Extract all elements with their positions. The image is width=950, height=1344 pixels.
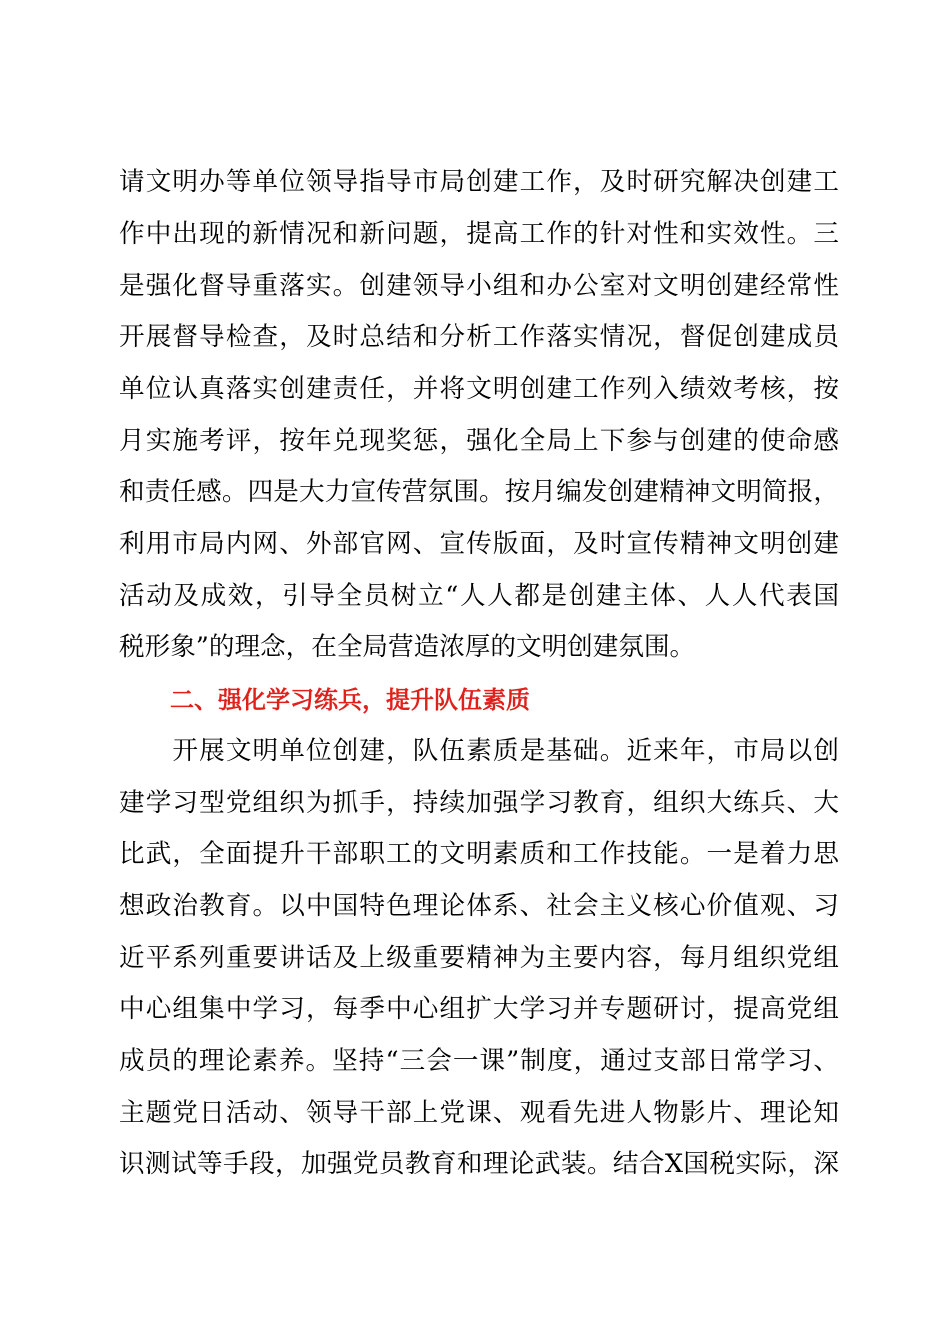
paragraph-line: 主题党日活动、领导干部上党课、观看先进人物影片、理论知 [119,1098,839,1128]
paragraph-line: 请文明办等单位领导指导市局创建工作，及时研究解决创建工 [119,167,839,197]
paragraph-line: 近平系列重要讲话及上级重要精神为主要内容，每月组织党组 [119,943,839,973]
paragraph-line: 利用市局内网、外部官网、宣传版面，及时宣传精神文明创建 [119,529,839,559]
paragraph-line: 单位认真落实创建责任，并将文明创建工作列入绩效考核，按 [119,374,839,404]
paragraph-line: 建学习型党组织为抓手，持续加强学习教育，组织大练兵、大 [119,788,839,818]
paragraph-line: 是强化督导重落实。创建领导小组和办公室对文明创建经常性 [119,271,839,301]
paragraph-line: 和责任感。四是大力宣传营氛围。按月编发创建精神文明简报， [119,477,839,507]
paragraph-line: 开展督导检查，及时总结和分析工作落实情况，督促创建成员 [119,322,839,352]
paragraph-line: 活动及成效，引导全员树立“人人都是创建主体、人人代表国 [119,581,839,611]
paragraph-line: 开展文明单位创建，队伍素质是基础。近来年，市局以创 [119,736,839,766]
paragraph-line: 想政治教育。以中国特色理论体系、社会主义核心价值观、习 [119,891,839,921]
paragraph-line: 比武，全面提升干部职工的文明素质和工作技能。一是着力思 [119,839,839,869]
paragraph-line: 作中出现的新情况和新问题，提高工作的针对性和实效性。三 [119,219,839,249]
paragraph-line: 成员的理论素养。坚持“三会一课”制度，通过支部日常学习、 [119,1046,839,1076]
paragraph-line: 月实施考评，按年兑现奖惩，强化全局上下参与创建的使命感 [119,426,839,456]
paragraph-line: 税形象”的理念，在全局营造浓厚的文明创建氛围。 [119,632,696,662]
section-heading: 二、强化学习练兵，提升队伍素质 [170,686,530,714]
paragraph-line: 中心组集中学习，每季中心组扩大学习并专题研讨，提高党组 [119,994,839,1024]
paragraph-line: 识测试等手段，加强党员教育和理论武装。结合X国税实际，深 [119,1149,839,1179]
